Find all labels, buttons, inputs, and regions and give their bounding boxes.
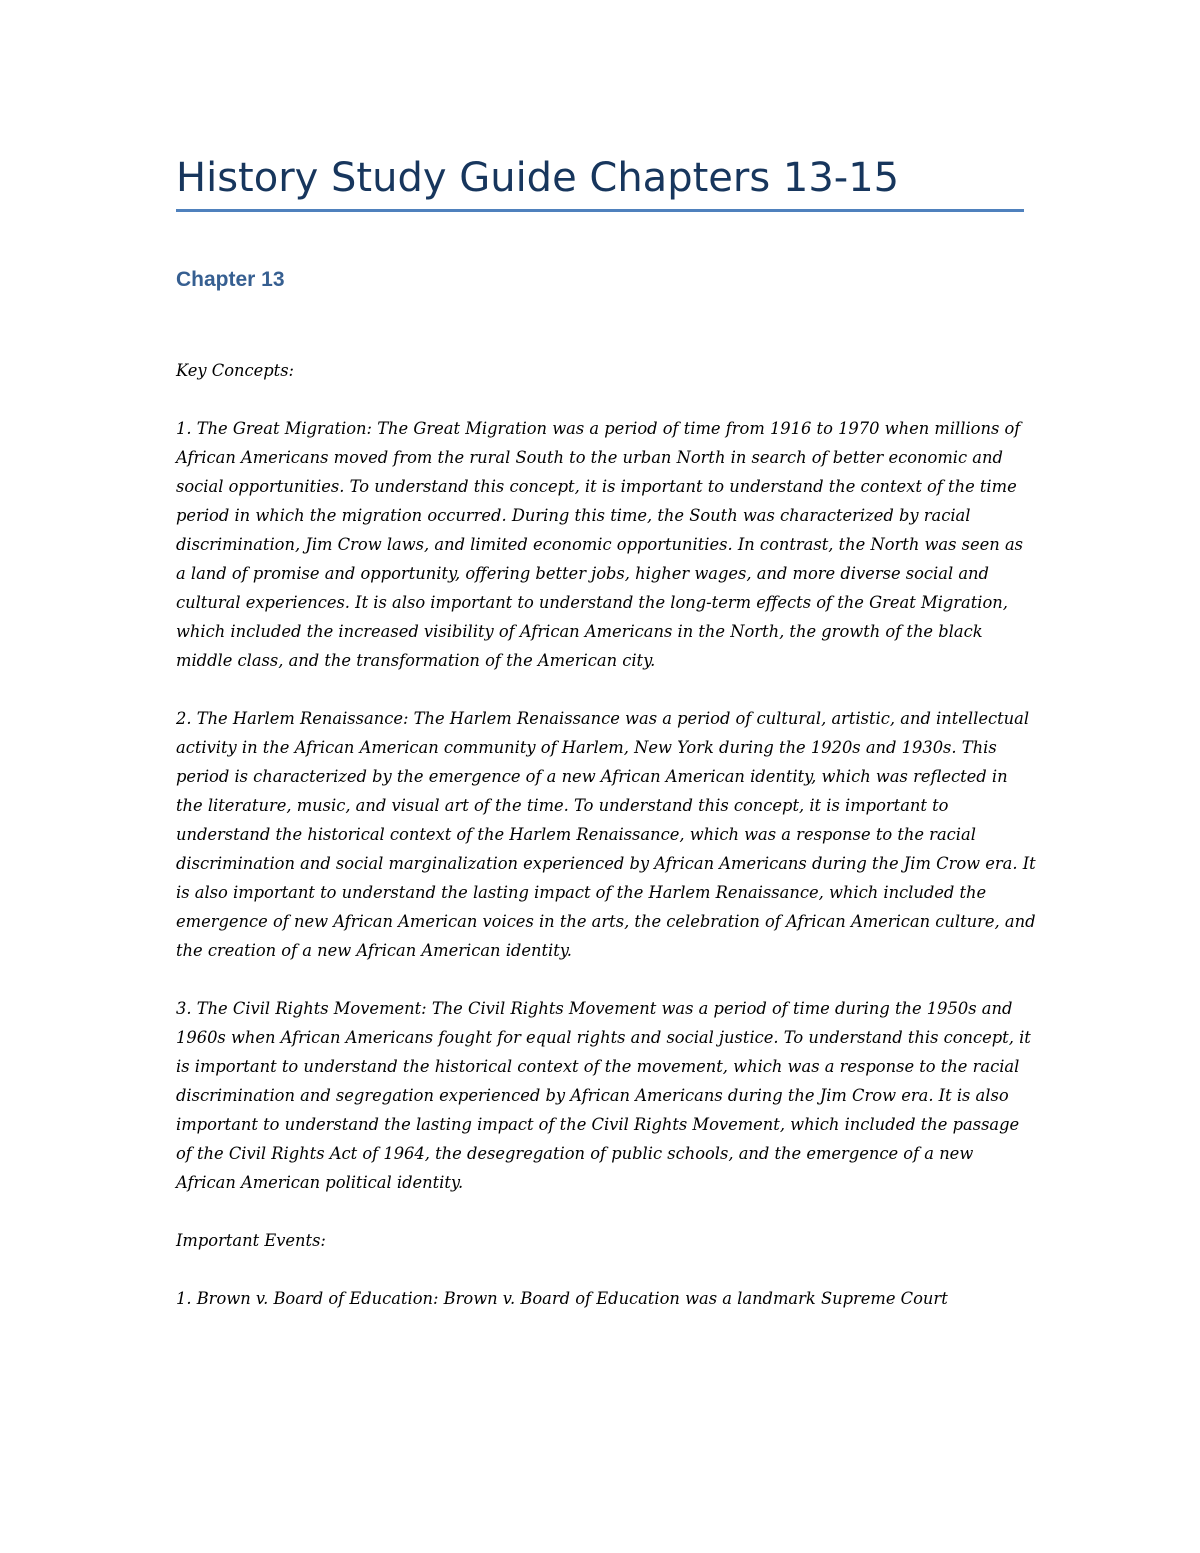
concept-paragraph-harlem-renaissance: 2. The Harlem Renaissance: The Harlem Renaissance was a period of cultural, artistic, and intellectual activity in the African American community of Harlem, New York during the 1920s and 1930s. This period is characterized by the emergence of a new African American identity, which was reflected in the literature, music, and visual art of the time. To understand this concept, it is important to understand the historical context of the Harlem Renaissance, which was a response to the racial discrimination and social marginalization experienced by African Americans during the Jim Crow era. It is also important to understand the lasting impact of the Harlem Renaissance, which included the emergence of new African American voices in the arts, the celebration of African American culture, and the creation of a new African American identity. (176, 709, 1036, 960)
important-events-label: Important Events: (176, 1231, 326, 1250)
key-concepts-label: Key Concepts: (176, 361, 295, 380)
concept-paragraph-great-migration: 1. The Great Migration: The Great Migration was a period of time from 1916 to 1970 when millions of African Americans moved from the rural South to the urban North in search of better economic and social opportunities. To understand this concept, it is important to understand the context of the time period in which the migration occurred. During this time, the South was characterized by racial discrimination, Jim Crow laws, and limited economic opportunities. In contrast, the North was seen as a land of promise and opportunity, offering better jobs, higher wages, and more diverse social and cultural experiences. It is also important to understand the long-term effects of the Great Migration, which included the increased visibility of African Americans in the North, the growth of the black middle class, and the transformation of the American city. (176, 419, 1024, 670)
event-paragraph-brown-v-board: 1. Brown v. Board of Education: Brown v. Board of Education was a landmark Supreme Court (176, 1289, 948, 1308)
document-title: History Study Guide Chapters 13-15 (176, 155, 900, 201)
chapter-heading: Chapter 13 (176, 268, 285, 291)
title-underline-divider (176, 209, 1024, 212)
document-body (176, 356, 1036, 1342)
concept-paragraph-civil-rights-movement: 3. The Civil Rights Movement: The Civil Rights Movement was a period of time during the 1950s and 1960s when African Americans fought for equal rights and social justice. To understand this concept, it is important to understand the historical context of the movement, which was a response to the racial discrimination and segregation experienced by African Americans during the Jim Crow era. It is also important to understand the lasting impact of the Civil Rights Movement, which included the passage of the Civil Rights Act of 1964, the desegregation of public schools, and the emergence of a new African American political identity. (176, 999, 1031, 1192)
